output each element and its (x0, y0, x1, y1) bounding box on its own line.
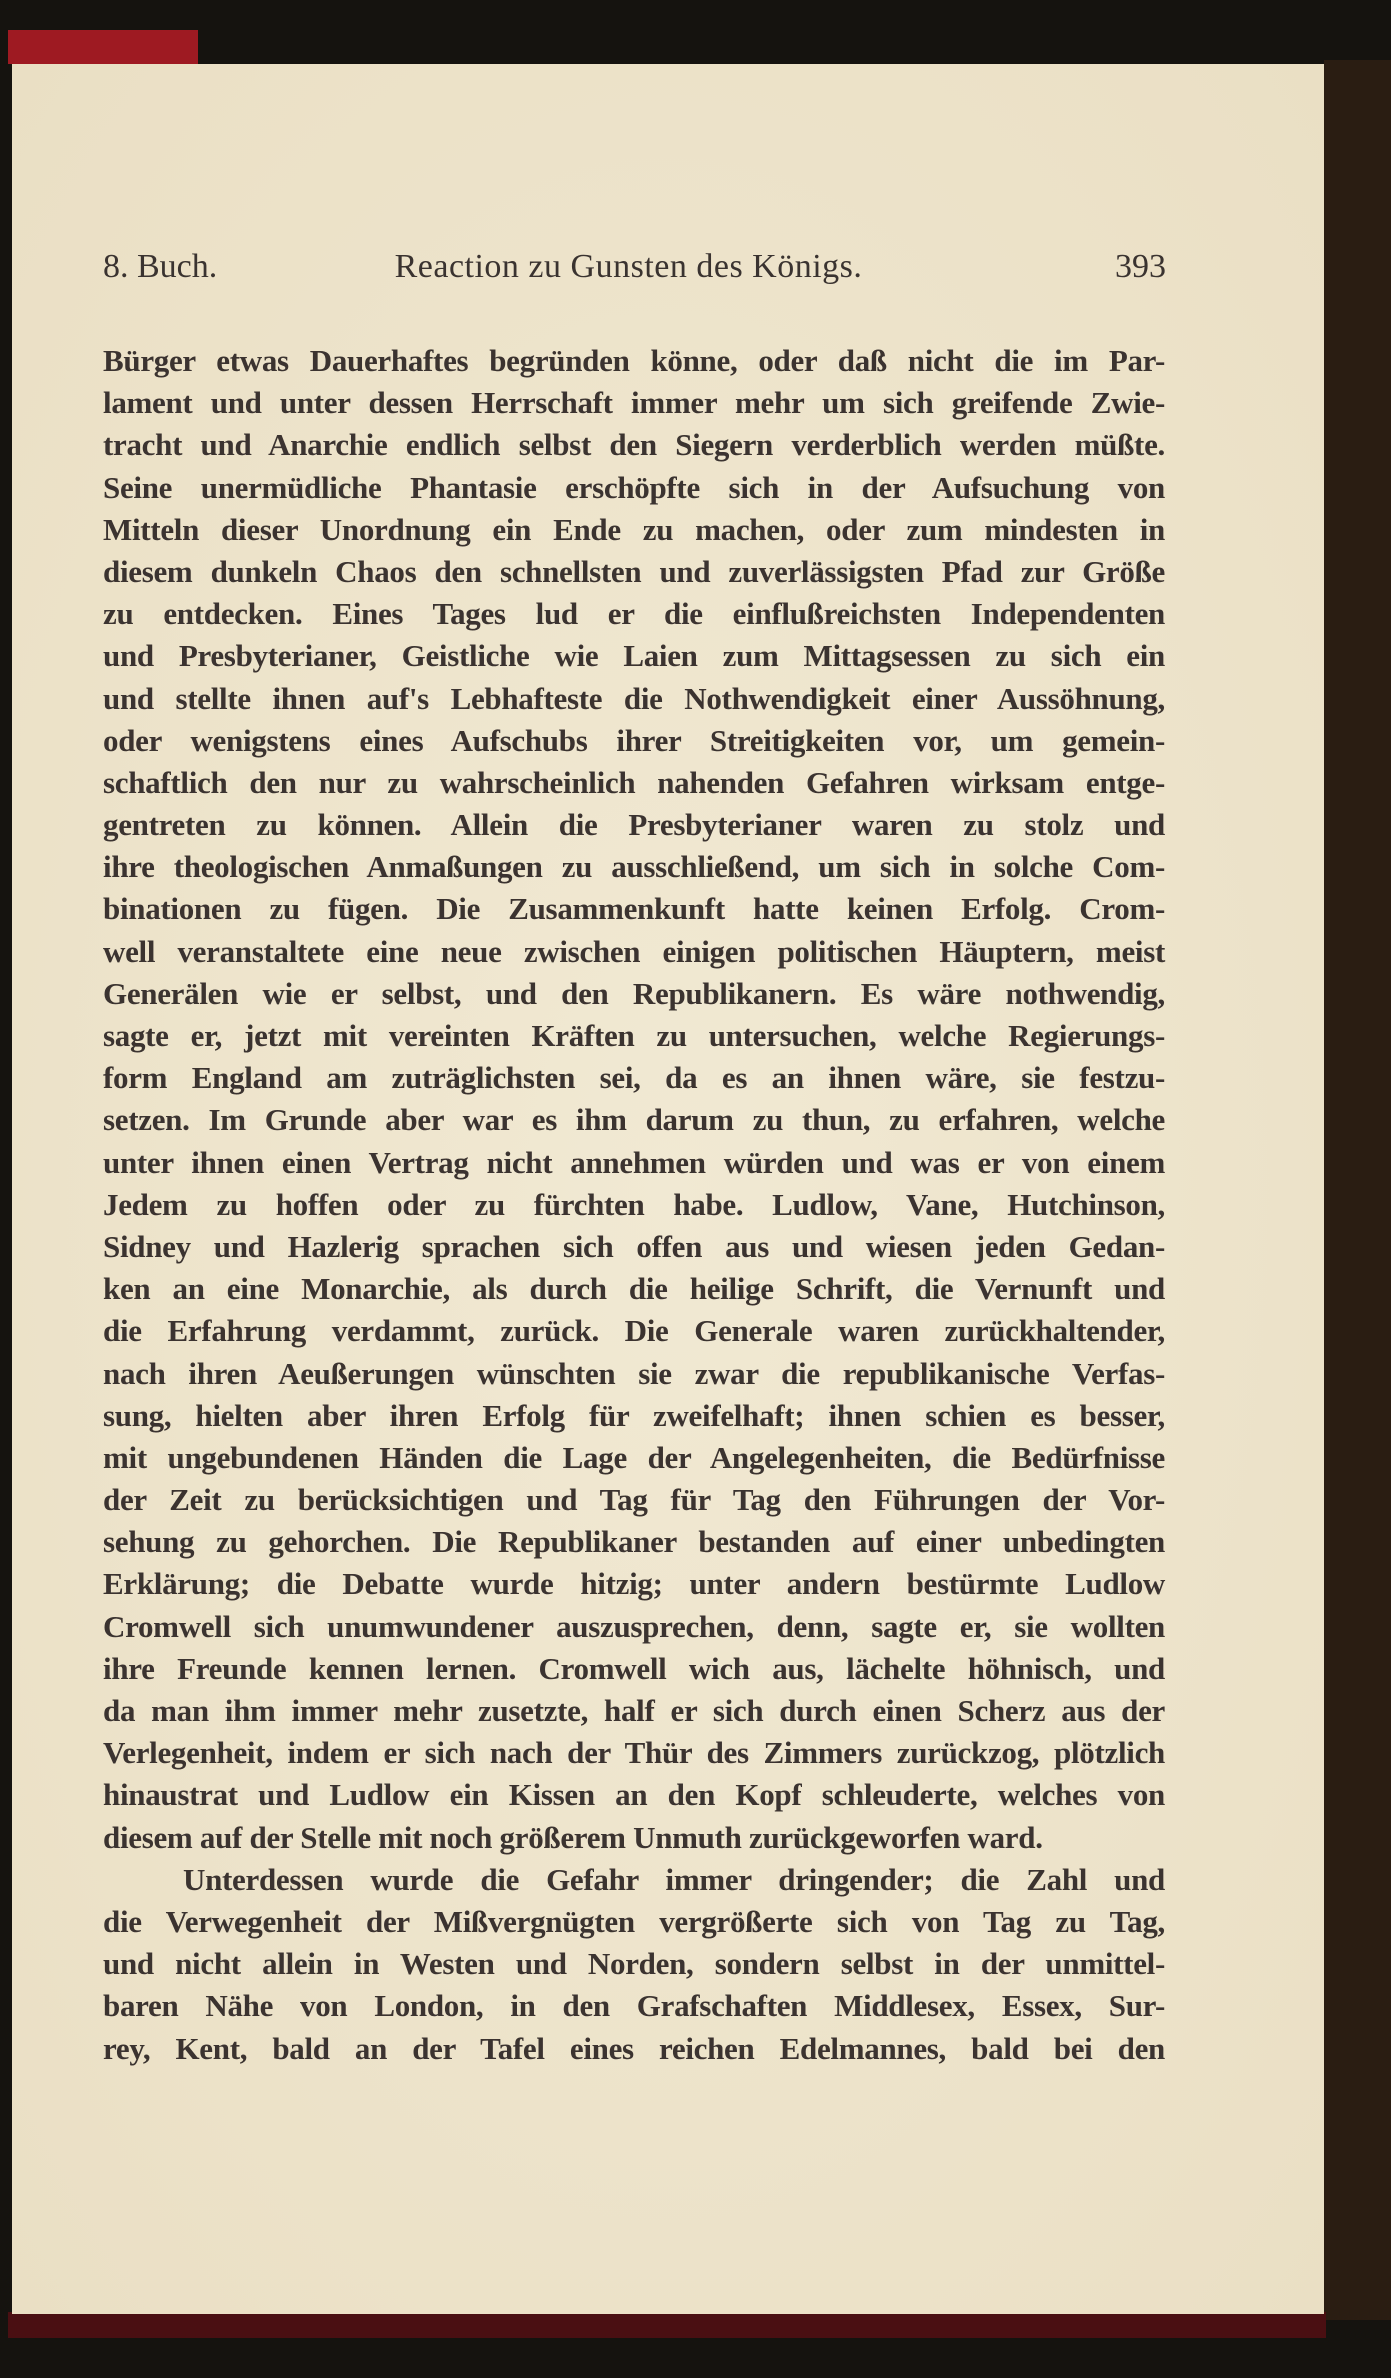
text-line: der Zeit zu berücksichtigen und Tag für Tag den Führungen der Vor- (103, 1482, 1165, 1518)
book-edge-bottom (8, 2312, 1326, 2338)
text-line: Seine unermüdliche Phantasie erschöpfte sich in der Aufsuchung von (103, 469, 1165, 505)
chapter-title: Reaction zu Gunsten des Königs. (394, 248, 863, 285)
text-line: die Erfahrung verdammt, zurück. Die Generale waren zurückhaltender, (103, 1313, 1165, 1349)
text-line: sagte er, jetzt mit vereinten Kräften zu untersuchen, welche Regierungs- (103, 1018, 1165, 1053)
text-line: schaftlich den nur zu wahrscheinlich nahenden Gefahren wirksam entge- (103, 764, 1165, 800)
text-line: Jedem zu hoffen oder zu fürchten habe. Ludlow, Vane, Hutchinson, (103, 1186, 1165, 1222)
text-line: Mitteln dieser Unordnung ein Ende zu machen, oder zum mindesten in (103, 511, 1165, 547)
body-text (103, 340, 1165, 2070)
text-line: diesem dunkeln Chaos den schnellsten und zuverlässigsten Pfad zur Größe (103, 553, 1165, 589)
text-line: oder wenigstens eines Aufschubs ihrer Streitigkeiten vor, um gemein- (103, 722, 1165, 758)
text-line: Generälen wie er selbst, und den Republikanern. Es wäre nothwendig, (103, 975, 1165, 1011)
text-line: lament und unter dessen Herrschaft immer mehr um sich greifende Zwie- (103, 385, 1165, 421)
text-line: und Presbyterianer, Geistliche wie Laien zum Mittagsessen zu sich ein (103, 638, 1165, 674)
text-line: rey, Kent, bald an der Tafel eines reichen Edelmannes, bald bei den (103, 2030, 1165, 2066)
text-line: Sidney und Hazlerig sprachen sich offen aus und wiesen jeden Gedan- (103, 1228, 1165, 1264)
text-line: gentreten zu können. Allein die Presbyterianer waren zu stolz und (103, 807, 1165, 843)
text-line: diesem auf der Stelle mit noch größerem Unmuth zurückgeworfen ward. (103, 1819, 1043, 1855)
book-number: 8. Buch. (103, 248, 218, 285)
book-edge-red (8, 30, 198, 64)
text-line: baren Nähe von London, in den Grafschaften Middlesex, Essex, Sur- (103, 1988, 1165, 2024)
text-line: nach ihren Aeußerungen wünschten sie zwar die republikanische Verfas- (103, 1355, 1165, 1391)
text-line: setzen. Im Grunde aber war es ihm darum zu thun, zu erfahren, welche (103, 1102, 1165, 1138)
text-line: Unterdessen wurde die Gefahr immer dringender; die Zahl und (183, 1861, 1165, 1897)
text-line: sung, hielten aber ihren Erfolg für zweifelhaft; ihnen schien es besser, (103, 1397, 1165, 1433)
text-line: Verlegenheit, indem er sich nach der Thür des Zimmers zurückzog, plötzlich (103, 1735, 1165, 1771)
text-line: und stellte ihnen auf's Lebhafteste die Nothwendigkeit einer Aussöhnung, (103, 680, 1165, 716)
text-line: mit ungebundenen Händen die Lage der Angelegenheiten, die Bedürfnisse (103, 1439, 1165, 1475)
running-header (91, 248, 1166, 292)
text-line: form England am zuträglichsten sei, da es an ihnen wäre, sie festzu- (103, 1060, 1165, 1096)
text-line: unter ihnen einen Vertrag nicht annehmen würden und was er von einem (103, 1144, 1165, 1180)
page-number: 393 (1115, 248, 1166, 285)
text-line: und nicht allein in Westen und Norden, sondern selbst in der unmittel- (103, 1946, 1165, 1982)
text-line: binationen zu fügen. Die Zusammenkunft hatte keinen Erfolg. Crom- (103, 891, 1165, 927)
text-line: ihre theologischen Anmaßungen zu ausschließend, um sich in solche Com- (103, 849, 1165, 885)
text-line: ihre Freunde kennen lernen. Cromwell wich aus, lächelte höhnisch, und (103, 1650, 1165, 1686)
text-line: ken an eine Monarchie, als durch die heilige Schrift, die Vernunft und (103, 1271, 1165, 1307)
text-line: hinaustrat und Ludlow ein Kissen an den Kopf schleuderte, welches von (103, 1777, 1165, 1813)
text-line: well veranstaltete eine neue zwischen einigen politischen Häuptern, meist (103, 933, 1165, 969)
text-line: die Verwegenheit der Mißvergnügten vergrößerte sich von Tag zu Tag, (103, 1903, 1165, 1939)
text-line: da man ihm immer mehr zusetzte, half er sich durch einen Scherz aus der (103, 1693, 1165, 1728)
text-line: tracht und Anarchie endlich selbst den Siegern verderblich werden müßte. (103, 427, 1165, 463)
text-line: Bürger etwas Dauerhaftes begründen könne, oder daß nicht die im Par- (103, 343, 1165, 378)
text-line: Erklärung; die Debatte wurde hitzig; unter andern bestürmte Ludlow (103, 1566, 1165, 1602)
text-line: Cromwell sich unumwundener auszusprechen, denn, sagte er, sie wollten (103, 1608, 1165, 1644)
text-line: zu entdecken. Eines Tages lud er die einflußreichsten Independenten (103, 596, 1165, 632)
book-spine-shadow (1324, 60, 1391, 2320)
text-line: sehung zu gehorchen. Die Republikaner bestanden auf einer unbedingten (103, 1524, 1165, 1560)
